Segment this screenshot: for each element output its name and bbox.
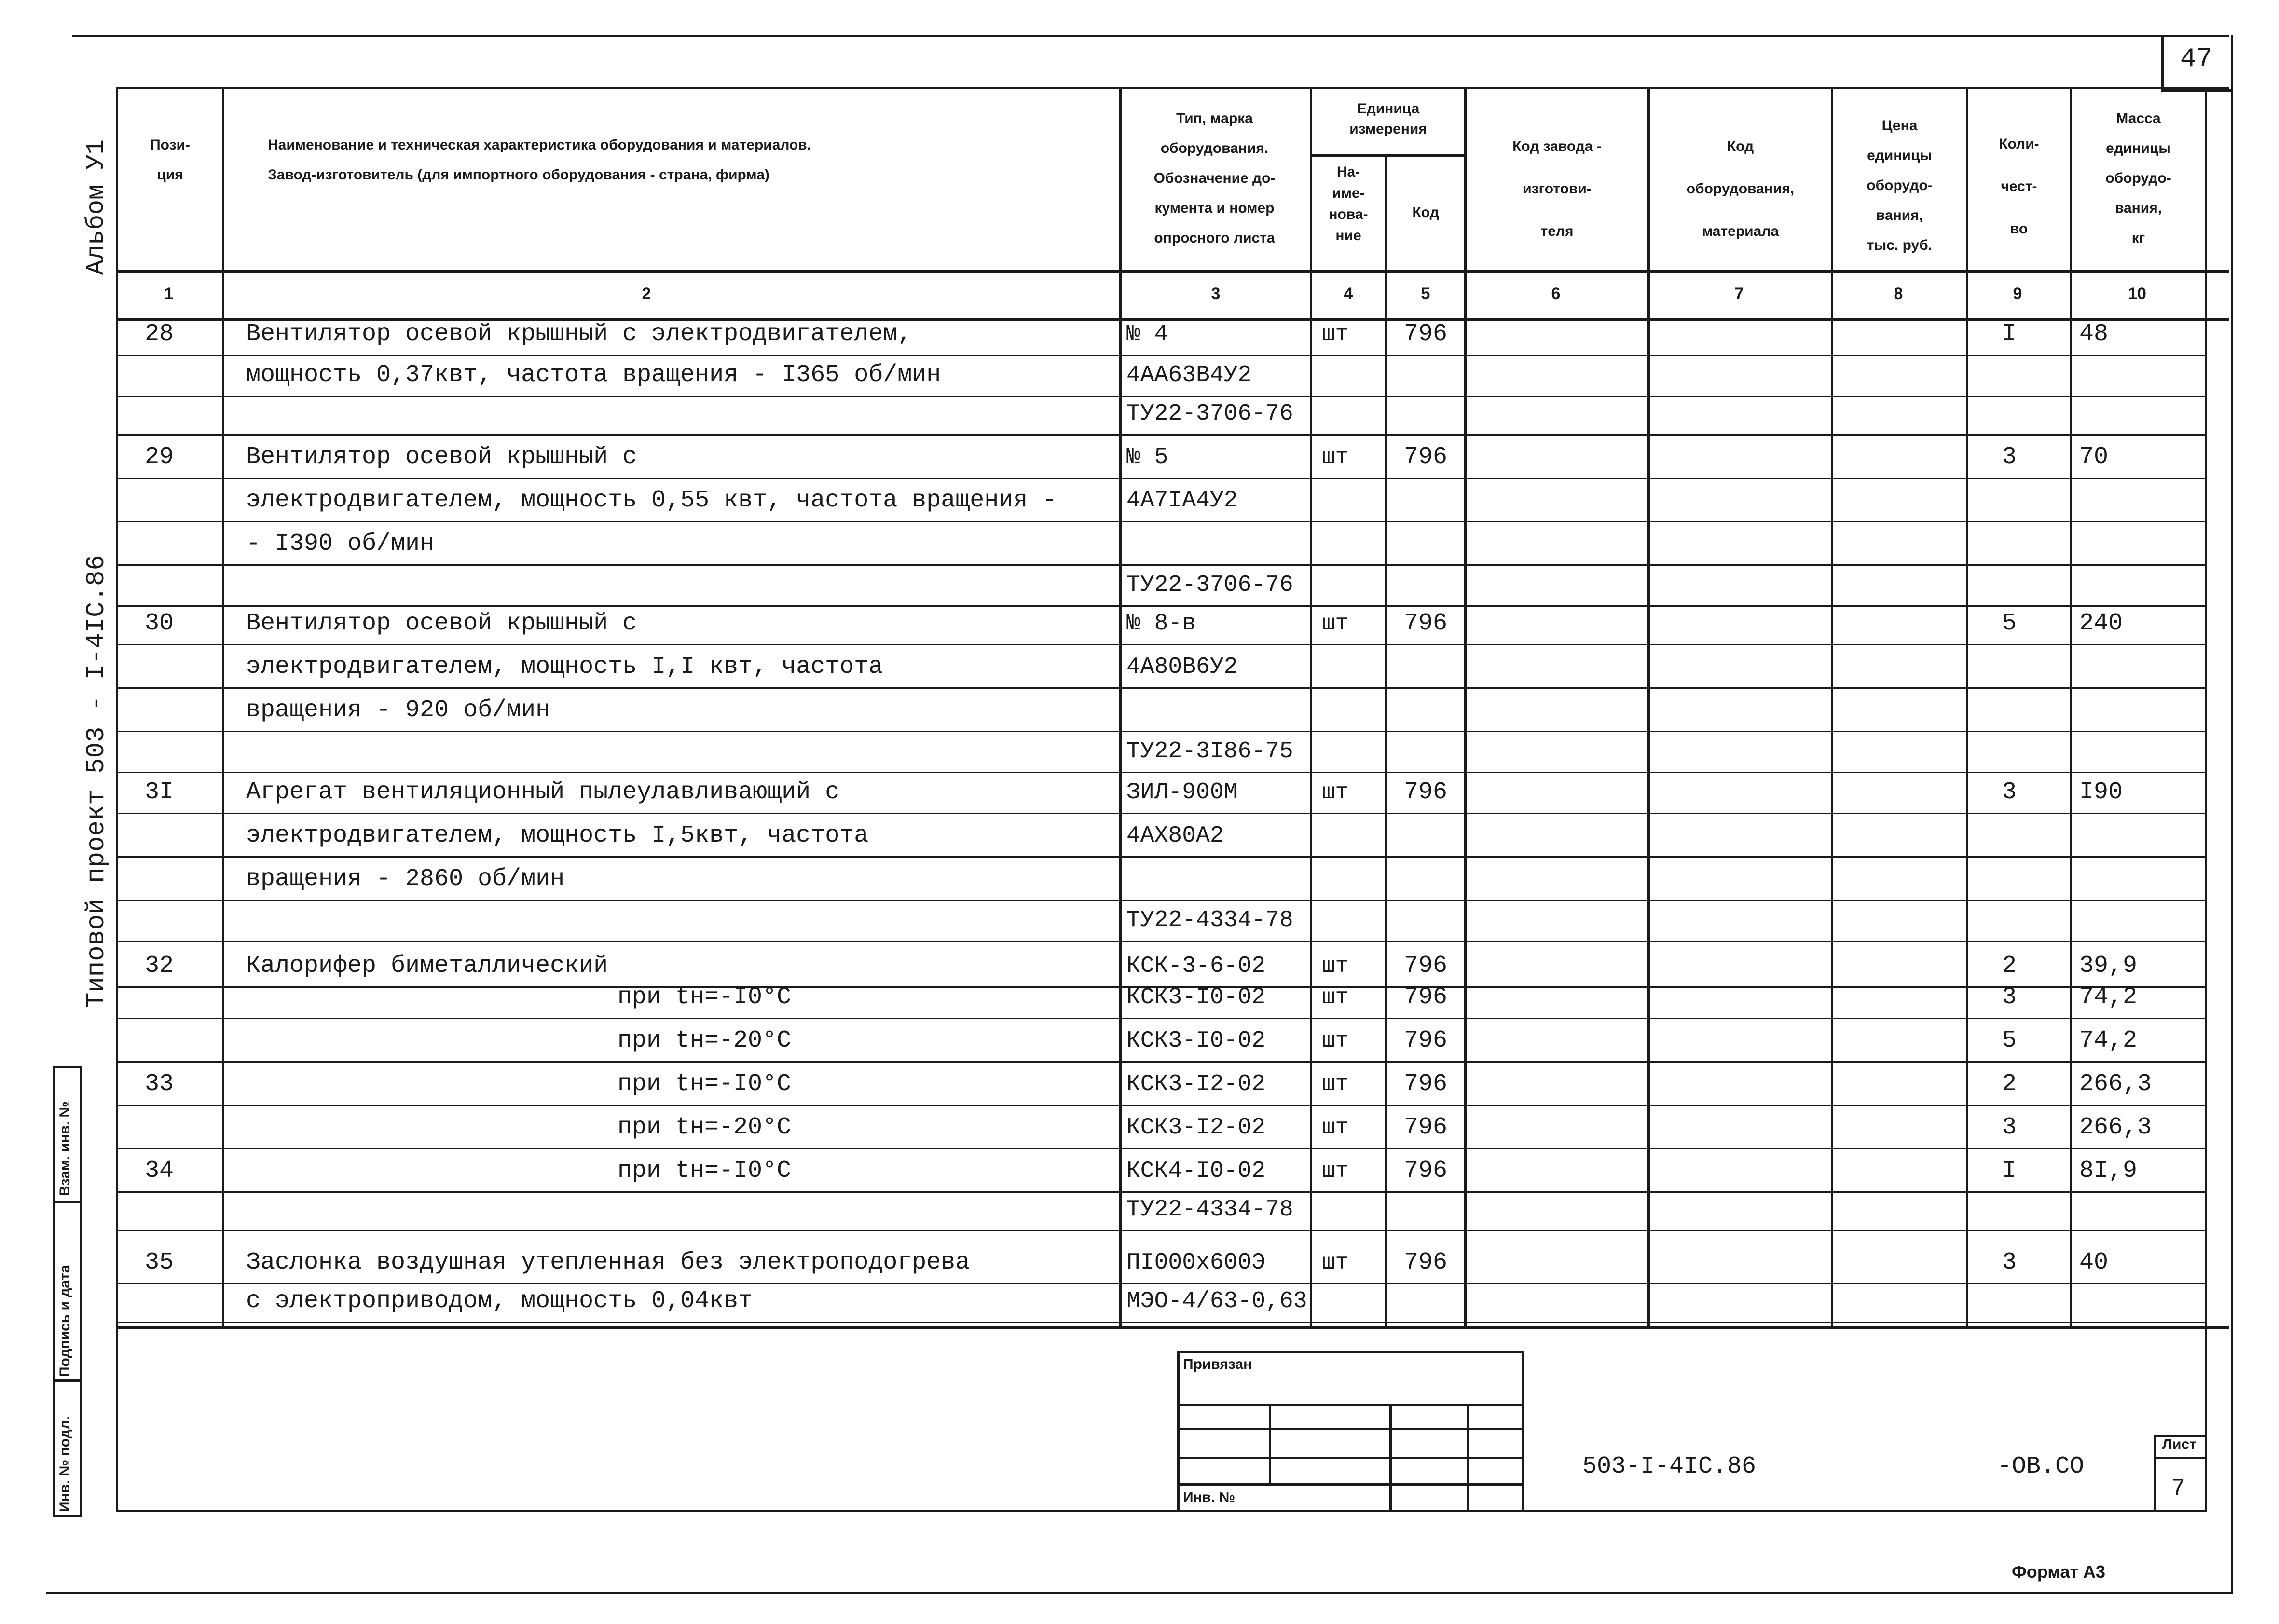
row-type: КСК4-I0-02 (1126, 1158, 1266, 1184)
row-divider (116, 478, 2207, 479)
inv-label: Инв. № (1183, 1489, 1236, 1505)
row-name: при tн=-I0°C (618, 1157, 792, 1185)
format-label: Формат А3 (2012, 1562, 2106, 1582)
row-mass: 74,2 (2079, 1027, 2138, 1054)
row-code: 796 (1404, 1027, 1448, 1054)
row-divider (116, 644, 2207, 645)
colnum-3: 3 (1211, 285, 1221, 303)
top-border (72, 35, 2229, 37)
row-quantity: 2 (2002, 1070, 2017, 1098)
row-type: ПI000х600Э (1126, 1250, 1266, 1276)
row-unit: шт (1322, 1028, 1349, 1053)
row-position: 33 (145, 1070, 174, 1098)
row-divider (116, 813, 2207, 814)
row-unit: шт (1322, 985, 1349, 1010)
row-name: вращения - 2860 об/мин (246, 865, 565, 893)
row-name: - I390 об/мин (246, 530, 435, 558)
stamp-signature-date: Подпись и дата (57, 1265, 73, 1377)
row-name: мощность 0,37квт, частота вращения - I365 об/мин (246, 361, 941, 389)
row-code: 796 (1404, 1249, 1448, 1276)
row-divider (116, 1322, 2207, 1323)
colnum-7: 7 (1734, 285, 1744, 303)
row-mass: 8I,9 (2079, 1157, 2138, 1185)
row-quantity: I (2002, 1157, 2017, 1185)
row-type: № 8-в (1126, 611, 1196, 637)
bound-label: Привязан (1183, 1356, 1252, 1372)
row-divider (116, 434, 2207, 436)
row-position: 34 (145, 1157, 174, 1185)
row-quantity: I (2002, 320, 2017, 348)
row-name: с электроприводом, мощность 0,04квт (246, 1287, 753, 1315)
row-unit: шт (1322, 445, 1349, 470)
header-position: Пози- ция (150, 137, 190, 183)
row-code: 796 (1404, 1114, 1448, 1141)
row-type: ТУ22-3I86-75 (1126, 738, 1293, 764)
header-equipment-code: Код оборудования, материала (1686, 138, 1795, 239)
row-mass: 74,2 (2079, 983, 2138, 1011)
row-unit: шт (1322, 322, 1349, 347)
row-unit: шт (1322, 611, 1349, 636)
row-divider (116, 1283, 2207, 1284)
row-code: 796 (1404, 952, 1448, 980)
doc-suffix: -ОВ.СО (1997, 1453, 2085, 1480)
page-number: 47 (2180, 43, 2213, 74)
header-name: Наименование и техническая характеристика оборудования и материалов. Завод-изготовитель (для импортного оборудования - страна, фирма) (268, 137, 811, 183)
row-quantity: 3 (2002, 778, 2017, 806)
row-name: электродвигателем, мощность I,I квт, частота (246, 653, 883, 681)
row-name: при tн=-20°C (618, 1027, 792, 1054)
header-unit: Единица измерения (1349, 101, 1427, 137)
row-divider (116, 731, 2207, 732)
row-divider (116, 1191, 2207, 1193)
row-type: КСК3-I2-02 (1126, 1115, 1266, 1141)
colnum-2: 2 (642, 285, 651, 303)
row-type: 4АХ80А2 (1126, 823, 1224, 849)
row-position: 35 (145, 1249, 174, 1276)
row-unit: шт (1322, 1250, 1349, 1275)
row-divider (116, 1230, 2207, 1231)
row-divider (116, 605, 2207, 607)
row-type: МЭО-4/63-0,63 (1126, 1288, 1307, 1314)
row-quantity: 5 (2002, 610, 2017, 637)
row-divider (116, 355, 2207, 356)
row-divider (116, 856, 2207, 858)
row-code: 796 (1404, 443, 1448, 471)
colnum-9: 9 (2013, 285, 2022, 303)
row-divider (116, 1105, 2207, 1106)
header-maker-code: Код завода - изготови- теля (1512, 138, 1602, 239)
row-divider (116, 772, 2207, 773)
row-name: вращения - 920 об/мин (246, 696, 550, 724)
row-code: 796 (1404, 983, 1448, 1011)
row-unit: шт (1322, 780, 1349, 805)
row-divider (116, 1148, 2207, 1149)
row-type: КСК-3-6-02 (1126, 953, 1266, 979)
header-quantity: Коли- чест- во (1999, 136, 2039, 237)
header-type: Тип, марка оборудования. Обозначение до- кумента и номер опросного листа (1153, 110, 1276, 246)
row-type: ТУ22-4334-78 (1126, 1197, 1293, 1223)
row-quantity: 2 (2002, 952, 2017, 980)
colnum-5: 5 (1421, 285, 1430, 303)
row-quantity: 5 (2002, 1027, 2017, 1054)
row-name: Калорифер биметаллический (246, 952, 608, 980)
row-type: 4АА63В4У2 (1126, 362, 1252, 388)
row-type: ТУ22-3706-76 (1126, 572, 1293, 598)
row-name: электродвигателем, мощность 0,55 квт, частота вращения - (246, 487, 1057, 514)
row-type: КСК3-I0-02 (1126, 984, 1266, 1010)
stamp-vzam-inv: Взам. инв. № (57, 1101, 73, 1196)
header-price: Цена единицы оборудо- вания, тыс. руб. (1867, 118, 1933, 253)
colnum-4: 4 (1344, 285, 1353, 303)
row-unit: шт (1322, 1072, 1349, 1097)
row-code: 796 (1404, 610, 1448, 637)
row-code: 796 (1404, 778, 1448, 806)
header-unit-code: Код (1412, 205, 1439, 220)
row-type: КСК3-I0-02 (1126, 1028, 1266, 1054)
row-type: КСК3-I2-02 (1126, 1071, 1266, 1097)
row-type: 4А7IА4У2 (1126, 488, 1238, 514)
colnum-8: 8 (1894, 285, 1903, 303)
row-code: 796 (1404, 1157, 1448, 1185)
doc-code: 503-I-4IC.86 (1582, 1453, 1757, 1480)
row-name: при tн=-20°C (618, 1114, 792, 1141)
row-mass: 266,3 (2079, 1070, 2152, 1098)
row-divider (116, 900, 2207, 901)
row-divider (116, 396, 2207, 397)
row-code: 796 (1404, 320, 1448, 348)
row-mass: I90 (2079, 778, 2123, 806)
row-code: 796 (1404, 1070, 1448, 1098)
row-name: при tн=-I0°C (618, 1070, 792, 1098)
row-mass: 240 (2079, 610, 2123, 637)
row-type: № 4 (1126, 321, 1168, 347)
row-mass: 39,9 (2079, 952, 2138, 980)
row-name: Заслонка воздушная утепленная без электроподогрева (246, 1249, 970, 1276)
bottom-border (46, 1592, 2233, 1594)
row-name: при tн=-I0°C (618, 983, 792, 1011)
row-type: 4А80В6У2 (1126, 654, 1238, 680)
row-position: 29 (145, 443, 174, 471)
header-unit-name: На- име- нова- ние (1329, 164, 1368, 244)
row-divider (116, 1061, 2207, 1063)
row-mass: 70 (2079, 443, 2109, 471)
sheet-number: 7 (2171, 1475, 2186, 1502)
row-position: 32 (145, 952, 174, 980)
project-label: Типовой проект 503 - I-4IC.86 (82, 555, 111, 1008)
colnum-10: 10 (2128, 285, 2146, 303)
row-quantity: 3 (2002, 1249, 2017, 1276)
row-mass: 266,3 (2079, 1114, 2152, 1141)
header-mass: Масса единицы оборудо- вания, кг (2105, 110, 2171, 246)
row-position: 3I (145, 778, 174, 806)
row-type: ЗИЛ-900М (1126, 779, 1238, 805)
row-quantity: 3 (2002, 983, 2017, 1011)
row-type: ТУ22-3706-76 (1126, 401, 1293, 427)
row-divider (116, 687, 2207, 689)
row-divider (116, 564, 2207, 566)
colnum-1: 1 (164, 285, 174, 303)
row-name: Вентилятор осевой крышный с (246, 610, 637, 637)
row-type: № 5 (1126, 444, 1168, 470)
row-name: Агрегат вентиляционный пылеулавливающий с (246, 778, 840, 806)
row-mass: 40 (2079, 1249, 2109, 1276)
row-name: электродвигателем, мощность I,5квт, частота (246, 822, 869, 849)
stamp-inv-podl: Инв. № подл. (57, 1416, 73, 1512)
row-unit: шт (1322, 1159, 1349, 1184)
row-unit: шт (1322, 1115, 1349, 1140)
row-divider (116, 1018, 2207, 1019)
row-divider (116, 521, 2207, 522)
colnum-6: 6 (1551, 285, 1561, 303)
row-position: 30 (145, 610, 174, 637)
sheet-label: Лист (2162, 1436, 2197, 1452)
row-name: Вентилятор осевой крышный с (246, 443, 637, 471)
row-divider (116, 941, 2207, 942)
row-quantity: 3 (2002, 443, 2017, 471)
row-mass: 48 (2079, 320, 2109, 348)
right-border (2231, 35, 2233, 1593)
album-label: Альбом У1 (82, 139, 110, 275)
row-position: 28 (145, 320, 174, 348)
row-unit: шт (1322, 954, 1349, 979)
row-type: ТУ22-4334-78 (1126, 907, 1293, 933)
row-name: Вентилятор осевой крышный с электродвигателем, (246, 320, 912, 348)
row-quantity: 3 (2002, 1114, 2017, 1141)
